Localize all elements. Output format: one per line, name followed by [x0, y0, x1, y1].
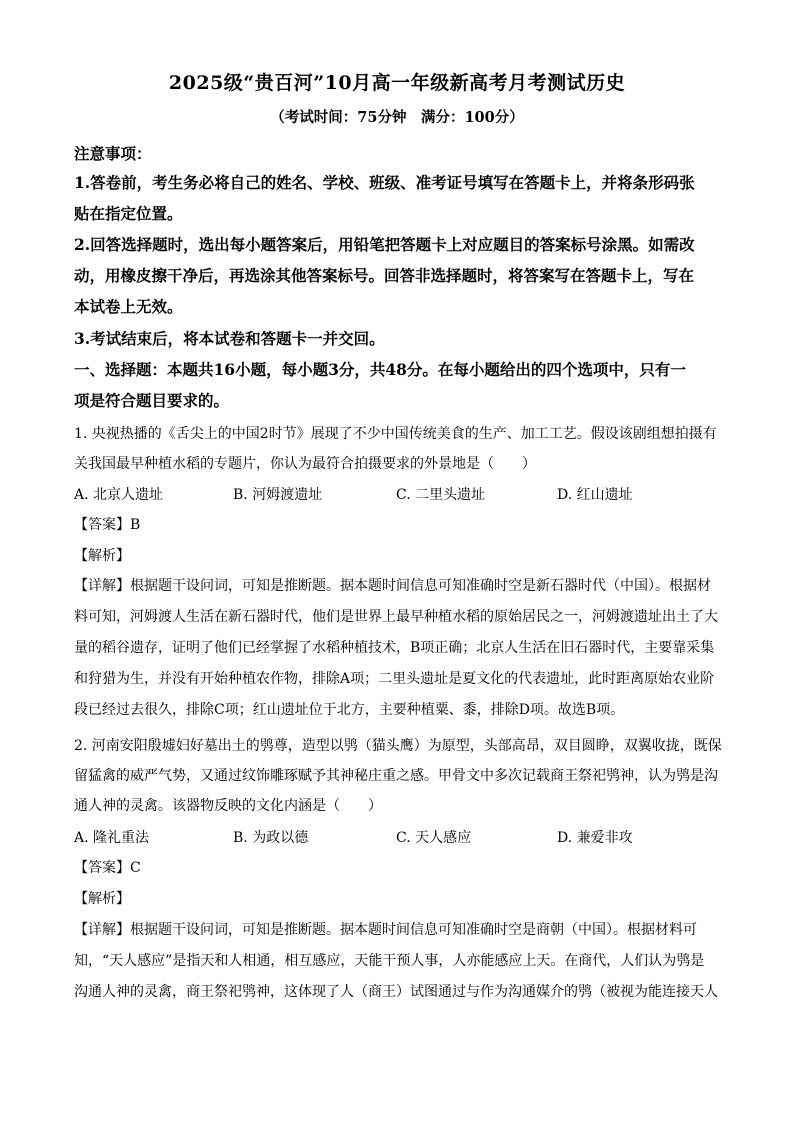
option-c: C. 二里头遗址	[396, 487, 486, 503]
question-stem: 1. 央视热播的《舌尖上的中国2时节》展现了不少中国传统美食的生产、加工工艺。假设该剧组想拍摄有	[74, 426, 717, 442]
section-heading: 项是符合题目要求的。	[74, 391, 230, 410]
answer-label: 【答案】B	[74, 517, 141, 533]
notice-heading: 注意事项：	[74, 144, 152, 163]
analysis-label: 【解析】	[74, 548, 130, 564]
analysis-line: 沟通人神的灵禽，商王祭祀鸮神，这体现了人（商王）试图通过与作为沟通媒介的鸮（被视为能连接天人	[74, 984, 718, 1000]
option-b: B. 为政以德	[233, 830, 309, 846]
option-c: C. 天人感应	[396, 830, 472, 846]
question-stem: 关我国最早种植水稻的专题片，你认为最符合拍摄要求的外景地是（ ）	[74, 456, 536, 472]
analysis-line: 段已经过去很久，排除C项；红山遗址位于北方，主要种植粟、黍，排除D项。故选B项。	[74, 702, 625, 718]
analysis-line: 【详解】根据题干设问词，可知是推断题。据本题时间信息可知准确时空是新石器时代（中国）。根据材	[74, 578, 711, 594]
analysis-line: 和狩猎为生，并没有开始种植农作物，排除A项；二里头遗址是夏文化的代表遗址，此时距离原始农业阶	[74, 671, 715, 687]
analysis-line: 知，“天人感应”是指天和人相通，相互感应，天能干预人事，人亦能感应上天。在商代，人们认为鸮是	[74, 953, 705, 969]
notice-line: 3.考试结束后，将本试卷和答题卡一并交回。	[74, 329, 385, 348]
section-heading: 一、选择题：本题共16小题，每小题3分，共48分。在每小题给出的四个选项中，只有一	[74, 360, 686, 379]
exam-info: （考试时间：75分钟 满分：100分）	[270, 109, 524, 126]
notice-line: 1.答卷前，考生务必将自己的姓名、学校、班级、准考证号填写在答题卡上，并将条形码张	[74, 173, 695, 192]
option-d: D. 红山遗址	[557, 487, 633, 503]
option-b: B. 河姆渡遗址	[233, 487, 323, 503]
question-stem: 留猛禽的威严气势，又通过纹饰雕琢赋予其神秘庄重之感。甲骨文中多次记载商王祭祀鸮神，认为鸮是沟	[74, 768, 718, 784]
notice-line: 贴在指定位置。	[74, 204, 183, 223]
notice-line: 2.回答选择题时，选出每小题答案后，用铅笔把答题卡上对应题目的答案标号涂黑。如需改	[74, 235, 695, 254]
answer-label: 【答案】C	[74, 860, 141, 876]
analysis-line: 【详解】根据题干设问词，可知是推断题。据本题时间信息可知准确时空是商朝（中国）。根据材料可	[74, 922, 697, 938]
question-stem: 2. 河南安阳殷墟妇好墓出土的鸮尊，造型以鸮（猫头鹰）为原型，头部高昂，双目圆睁，双翼收拢，既保	[74, 738, 722, 754]
option-a: A. 北京人遗址	[74, 487, 164, 503]
question-stem: 通人神的灵禽。该器物反映的文化内涵是（ ）	[74, 798, 382, 814]
notice-line: 动，用橡皮擦干净后，再选涂其他答案标号。回答非选择题时，将答案写在答题卡上，写在	[74, 266, 695, 285]
option-a: A. 隆礼重法	[74, 830, 150, 846]
analysis-line: 料可知，河姆渡人生活在新石器时代，他们是世界上最早种植水稻的原始居民之一，河姆渡遗址出土了大	[74, 609, 718, 625]
analysis-line: 量的稻谷遗存，证明了他们已经掌握了水稻种植技术，B项正确；北京人生活在旧石器时代，主要靠采集	[74, 640, 715, 656]
notice-line: 本试卷上无效。	[74, 297, 183, 316]
page-title: 2025级“贵百河”10月高一年级新高考月考测试历史	[168, 72, 626, 94]
analysis-label: 【解析】	[74, 891, 130, 907]
option-d: D. 兼爱非攻	[557, 830, 633, 846]
